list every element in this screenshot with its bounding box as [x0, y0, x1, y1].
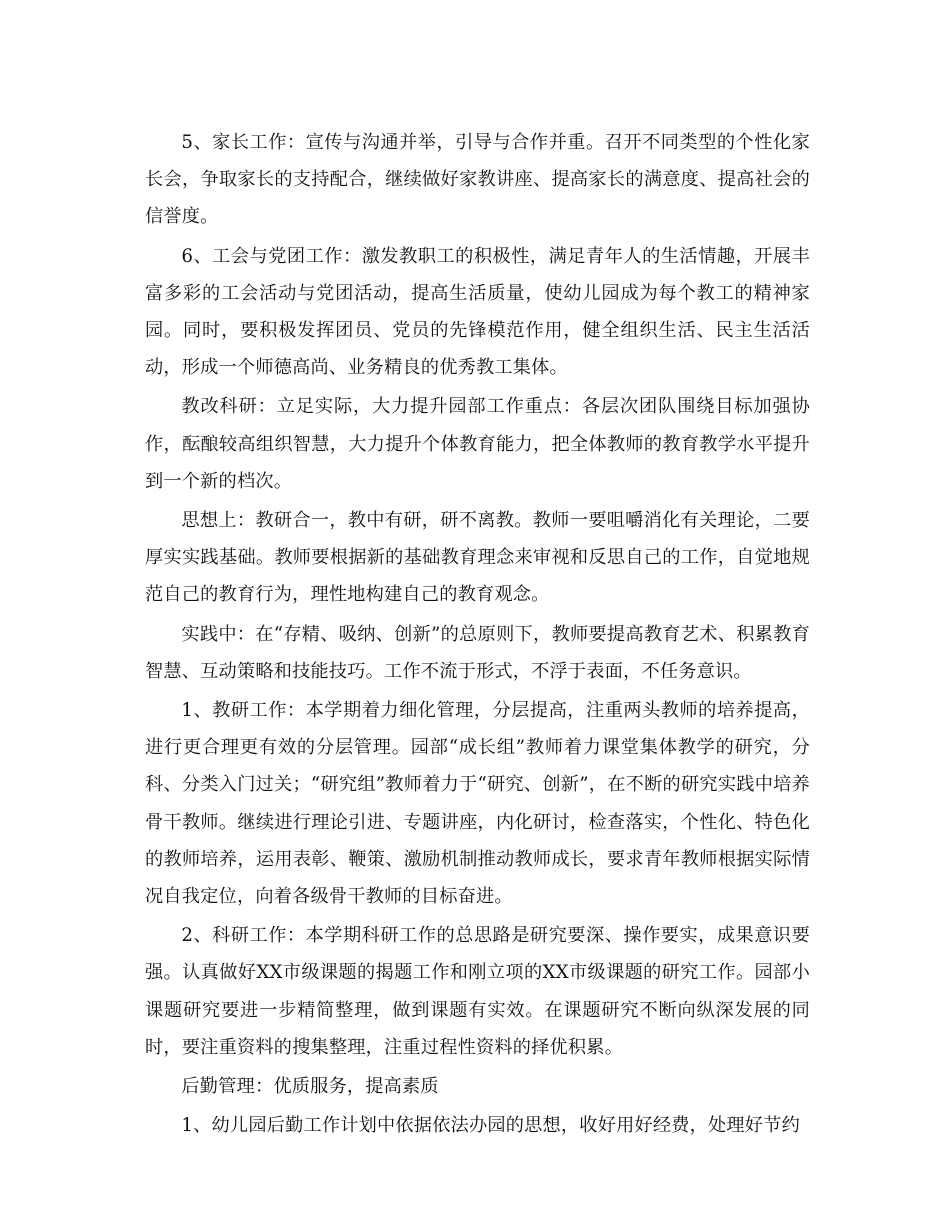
paragraph-practice: 实践中：在“存精、吸纳、创新”的总原则下，教师要提高教育艺术、积累教育智慧、互动策略和技能技巧。工作不流于形式，不浮于表面，不任务意识。	[145, 623, 810, 682]
paragraph-logistics-heading: 后勤管理：优质服务，提高素质	[181, 1076, 439, 1098]
paragraph-parent-work: 5、家长工作：宣传与沟通并举，引导与合作并重。召开不同类型的个性化家长会，争取家长的支持配合，继续做好家教讲座、提高家长的满意度、提高社会的信誉度。	[145, 132, 810, 228]
paragraph-scientific-research: 2、科研工作：本学期科研工作的总思路是研究要深、操作要实，成果意识要强。认真做好XX市级课题的揭题工作和刚立项的XX市级课题的研究工作。园部小课题研究要进一步精简整理，做到课题有实效。在课题研究不断向纵深发展的同时，要注重资料的搜集整理，注重过程性资料的择优积累。	[145, 925, 810, 1058]
paragraph-teaching-reform: 教改科研：立足实际，大力提升园部工作重点：各层次团队围绕目标加强协作，酝酿较高组织智慧，大力提升个体教育能力，把全体教师的教育教学水平提升到一个新的档次。	[145, 396, 810, 492]
paragraph-logistics-plan: 1、幼儿园后勤工作计划中依据依法办园的思想，收好用好经费，处理好节约	[181, 1115, 800, 1137]
paragraph-teaching-research: 1、教研工作：本学期着力细化管理，分层提高，注重两头教师的培养提高，进行更合理更有效的分层管理。园部“成长组”教师着力课堂集体教学的研究，分科、分类入门过关；“研究组”教师着力于“研究、创新”，在不断的研究实践中培养骨干教师。继续进行理论引进、专题讲座，内化研讨，检查落实，个性化、特色化的教师培养，运用表彰、鞭策、激励机制推动教师成长，要求青年教师根据实际情况自我定位，向着各级骨干教师的目标奋进。	[145, 700, 810, 908]
paragraph-union-party-work: 6、工会与党团工作：激发教职工的积极性，满足青年人的生活情趣，开展丰富多彩的工会活动与党团活动，提高生活质量，使幼儿园成为每个教工的精神家园。同时，要积极发挥团员、党员的先锋模范作用，健全组织生活、民主生活活动，形成一个师德高尚、业务精良的优秀教工集体。	[145, 245, 810, 379]
document-body	[145, 124, 810, 1146]
paragraph-ideology: 思想上：教研合一，教中有研，研不离教。教师一要咀嚼消化有关理论，二要厚实实践基础。教师要根据新的基础教育理念来审视和反思自己的工作，自觉地规范自己的教育行为，理性地构建自己的教育观念。	[145, 510, 810, 606]
